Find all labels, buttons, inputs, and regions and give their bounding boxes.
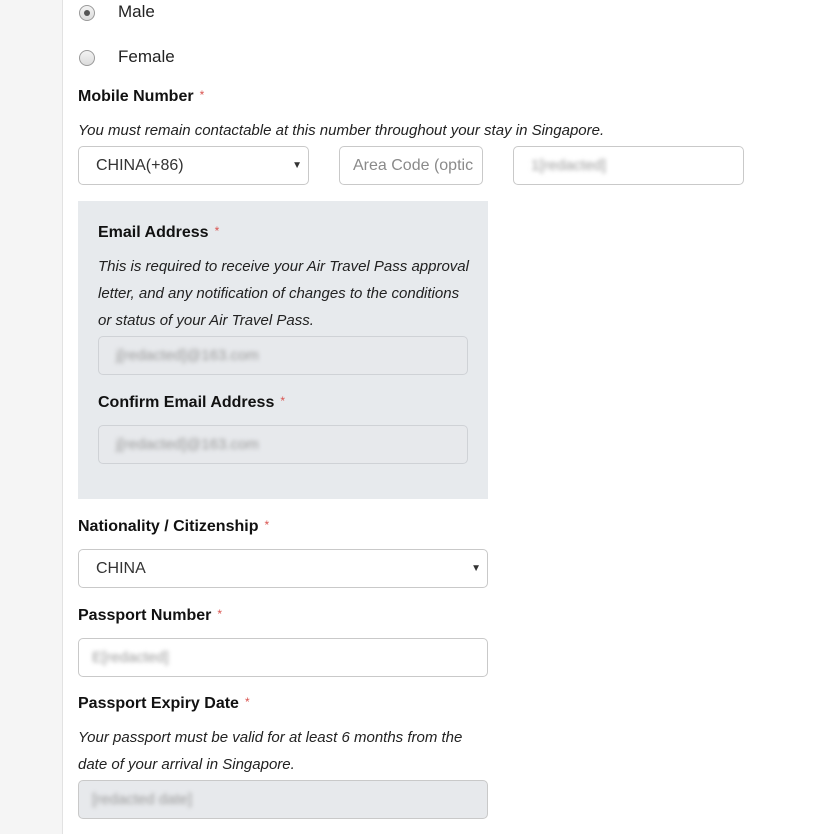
passport-expiry-label-text: Passport Expiry Date: [78, 695, 239, 712]
gender-male-radio[interactable]: [79, 5, 95, 21]
mobile-number-input[interactable]: [513, 146, 744, 185]
chevron-down-icon: ▼: [471, 563, 481, 574]
passport-number-value: E[redacted]: [92, 649, 169, 666]
required-mark: *: [199, 88, 205, 102]
mobile-number-label: [78, 88, 204, 106]
gender-female-radio[interactable]: [79, 50, 95, 66]
area-code-input[interactable]: Area Code (optic: [339, 146, 483, 185]
email-hint: This is required to receive your Air Travel Pass approval letter, and any notification of changes to the conditions or status of your Air Travel Pass.: [98, 258, 469, 329]
confirm-email-label: [98, 394, 285, 412]
confirm-email-value: j[redacted]@163.com: [116, 436, 259, 453]
gender-male-label[interactable]: Male: [118, 2, 155, 21]
mobile-number-hint: You must remain contactable at this number throughout your stay in Singapore.: [78, 122, 605, 139]
passport-expiry-input[interactable]: [78, 780, 488, 819]
country-code-value: CHINA(+86): [96, 157, 184, 174]
passport-expiry-value: [redacted date]: [92, 791, 193, 808]
gender-female-label[interactable]: Female: [118, 47, 175, 66]
email-label: [98, 224, 219, 242]
left-gutter: [0, 0, 63, 834]
required-mark: *: [217, 607, 223, 621]
mobile-number-value: 1[redacted]: [531, 157, 607, 174]
nationality-select[interactable]: [78, 549, 488, 588]
nationality-label-text: Nationality / Citizenship: [78, 518, 259, 535]
mobile-number-label-text: Mobile Number: [78, 88, 194, 105]
passport-number-label-text: Passport Number: [78, 607, 212, 624]
passport-expiry-label: [78, 695, 250, 713]
confirm-email-label-text: Confirm Email Address: [98, 394, 275, 411]
chevron-down-icon: ▼: [292, 160, 302, 171]
required-mark: *: [214, 224, 220, 238]
confirm-email-input[interactable]: [98, 425, 468, 464]
required-mark: *: [280, 394, 286, 408]
passport-number-input[interactable]: [78, 638, 488, 677]
required-mark: *: [264, 518, 270, 532]
passport-expiry-hint: Your passport must be valid for at least 6 months from the date of your arrival in Singapore.: [78, 729, 463, 773]
email-label-text: Email Address: [98, 224, 209, 241]
nationality-value: CHINA: [96, 560, 146, 577]
passport-number-label: [78, 607, 222, 625]
nationality-label: [78, 518, 269, 536]
required-mark: *: [244, 695, 250, 709]
country-code-select[interactable]: [78, 146, 309, 185]
email-value: j[redacted]@163.com: [116, 347, 259, 364]
email-input[interactable]: [98, 336, 468, 375]
